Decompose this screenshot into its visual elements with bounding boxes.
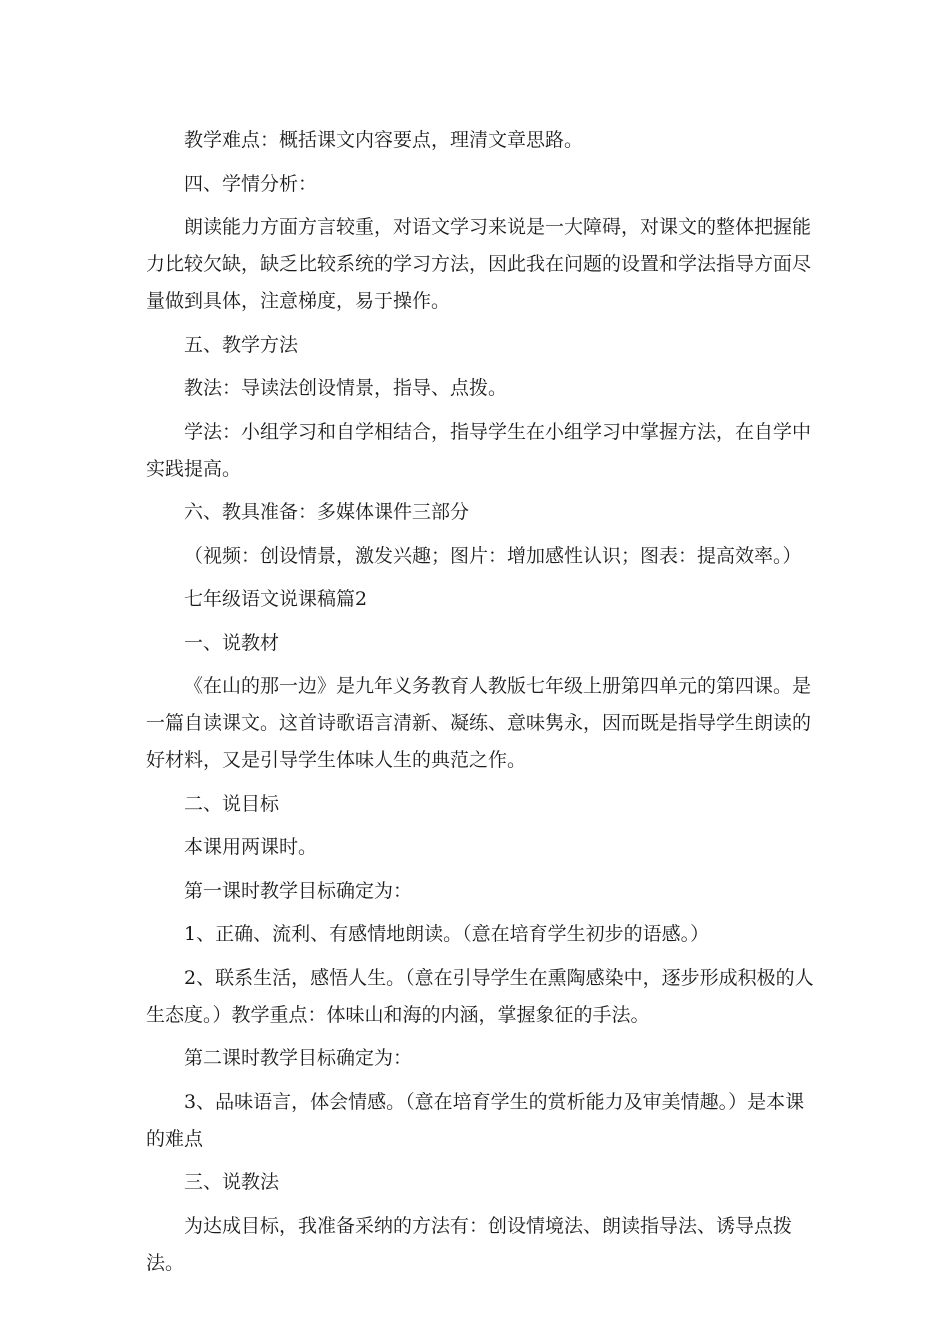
list-item-goal-1: 1、正确、流利、有感情地朗读。（意在培育学生初步的语感。）: [184, 923, 710, 945]
paragraph-class-hours: 本课用两课时。: [184, 836, 318, 858]
heading-teaching-approach: 三、说教法: [184, 1171, 280, 1193]
heading-teaching-methods: 五、教学方法: [184, 333, 299, 356]
paragraph-student-analysis: 朗读能力方面方言较重，对语文学习来说是一大障碍，对课文的整体把握能力比较欠缺，缺乏比较系统的学习方法，因此我在问题的设置和学法指导方面尽量做到具体，注意梯度，易于操作。: [146, 216, 812, 312]
heading-teaching-tools: 六、教具准备：多媒体课件三部分: [184, 501, 470, 523]
paragraph-second-lesson-goals: 第二课时教学目标确定为：: [184, 1047, 413, 1069]
heading-textbook: 一、说教材: [184, 631, 280, 654]
paragraph-teaching-tools: （视频：创设情景，激发兴趣；图片：增加感性认识；图表：提高效率。）: [184, 544, 802, 567]
list-item-goal-2: 2、联系生活，感悟人生。（意在引导学生在熏陶感染中，逐步形成积极的人生态度。）教学重点：体味山和海的内涵，掌握象征的手法。: [146, 966, 814, 1026]
paragraph-learning-method: 学法：小组学习和自学相结合，指导学生在小组学习中掌握方法，在自学中实践提高。: [146, 420, 812, 480]
paragraph-teaching-approach: 为达成目标，我准备采纳的方法有：创设情境法、朗读指导法、诱导点拨法。: [146, 1214, 793, 1274]
paragraph-teaching-method: 教法：导读法创设情景，指导、点拨。: [184, 377, 508, 399]
section-title-lecture-2: 七年级语文说课稿篇2: [184, 588, 368, 610]
paragraph-textbook: 《在山的那一边》是九年义务教育人教版七年级上册第四单元的第四课。是一篇自读课文。这首诗歌语言清新、凝练、意味隽永，因而既是指导学生朗读的好材料，又是引导学生体味人生的典范之作。: [146, 675, 812, 771]
paragraph-teaching-difficulty: 教学难点：概括课文内容要点，理清文章思路。: [184, 129, 584, 151]
heading-student-analysis: 四、学情分析：: [184, 172, 318, 195]
document-body: [146, 122, 814, 1288]
paragraph-first-lesson-goals: 第一课时教学目标确定为：: [184, 879, 413, 902]
list-item-goal-3: 3、品味语言，体会情感。（意在培育学生的赏析能力及审美情趣。）是本课的难点: [146, 1090, 805, 1150]
heading-objectives: 二、说目标: [184, 792, 280, 815]
